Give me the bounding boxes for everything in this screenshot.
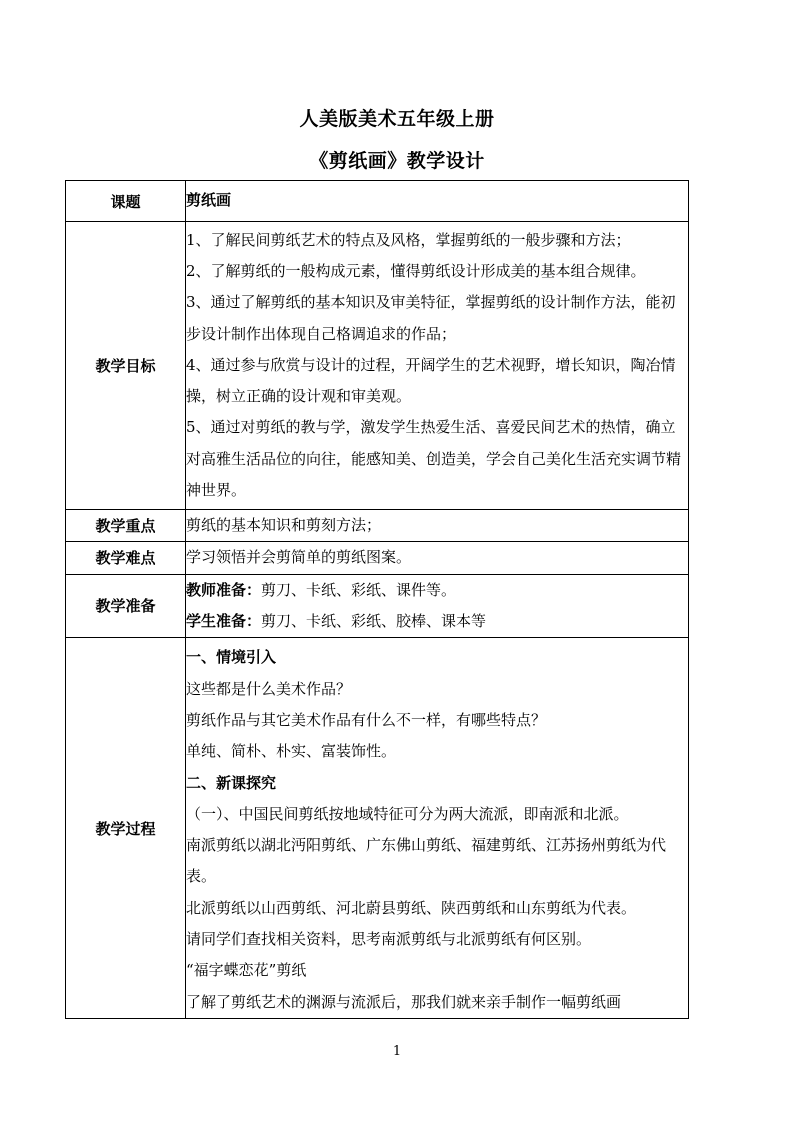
table-row-key-points — [66, 510, 689, 542]
process-line: 这些都是什么美术作品？ — [186, 679, 352, 698]
difficulties-value: 学习领悟并会剪简单的剪纸图案。 — [186, 542, 689, 574]
topic-value: 剪纸画 — [186, 181, 689, 222]
goals-label: 教学目标 — [66, 222, 186, 510]
table-row-process — [66, 638, 689, 1019]
lesson-plan-table — [65, 180, 689, 1019]
teacher-preparation — [186, 575, 688, 606]
table-row-difficulties — [66, 542, 689, 574]
section2-heading: 二、新课探究 — [186, 773, 277, 792]
teacher-preparation-label: 教师准备： — [186, 580, 262, 599]
student-preparation-value: 剪刀、卡纸、彩纸、胶棒、课本等 — [261, 611, 487, 630]
goal-item: 4、通过参与欣赏与设计的过程，开阔学生的艺术视野，增长知识，陶冶情操，树立正确的设计观和审美观。 — [186, 355, 676, 406]
teacher-preparation-value: 剪刀、卡纸、彩纸、课件等。 — [261, 580, 457, 599]
process-line: 北派剪纸以山西剪纸、河北蔚县剪纸、陕西剪纸和山东剪纸为代表。 — [186, 898, 637, 917]
process-line: 剪纸作品与其它美术作品有什么不一样，有哪些特点？ — [186, 711, 547, 729]
document-title: 人美版美术五年级上册 — [299, 108, 495, 130]
process-line: 了解了剪纸艺术的渊源与流派后，那我们就来亲手制作一幅剪纸画 — [186, 992, 622, 1011]
section1-heading: 一、情境引入 — [186, 648, 277, 667]
process-line: 南派剪纸以湖北沔阳剪纸、广东佛山剪纸、福建剪纸、江苏扬州剪纸为代表。 — [186, 836, 667, 886]
goal-item: 3、通过了解剪纸的基本知识及审美特征，掌握剪纸的设计制作方法，能初步设计制作出体现自己格调追求的作品； — [186, 293, 676, 343]
table-row-preparation — [66, 574, 689, 638]
goal-item: 1、了解民间剪纸艺术的特点及风格，掌握剪纸的一般步骤和方法； — [186, 230, 631, 249]
page-number: 1 — [392, 1044, 402, 1059]
process-line: （一）、中国民间剪纸按地域特征可分为两大流派，即南派和北派。 — [186, 804, 629, 823]
key-points-label: 教学重点 — [66, 510, 186, 542]
goals-content — [186, 222, 689, 510]
topic-label: 课题 — [66, 181, 186, 222]
key-points-value: 剪纸的基本知识和剪刻方法； — [186, 510, 689, 542]
table-row-goals — [66, 222, 689, 510]
process-content — [186, 638, 689, 1019]
goal-item: 2、了解剪纸的一般构成元素，懂得剪纸设计形成美的基本组合规律。 — [186, 261, 646, 280]
process-line: “福字蝶恋花”剪纸 — [186, 961, 307, 980]
process-label: 教学过程 — [66, 638, 186, 1019]
document-subtitle: 《剪纸画》教学设计 — [309, 150, 485, 172]
process-line: 单纯、简朴、朴实、富装饰性。 — [186, 742, 397, 761]
student-preparation-label: 学生准备： — [186, 611, 262, 630]
process-line: 请同学们查找相关资料，思考南派剪纸与北派剪纸有何区别。 — [186, 930, 592, 949]
difficulties-label: 教学难点 — [66, 542, 186, 574]
student-preparation — [186, 606, 688, 637]
preparation-content — [186, 574, 689, 638]
preparation-label: 教学准备 — [66, 574, 186, 638]
table-row-topic — [66, 181, 689, 222]
goal-item: 5、通过对剪纸的教与学，激发学生热爱生活、喜爱民间艺术的热情，确立对高雅生活品位的向往，能感知美、创造美，学会自己美化生活充实调节精神世界。 — [186, 418, 682, 500]
